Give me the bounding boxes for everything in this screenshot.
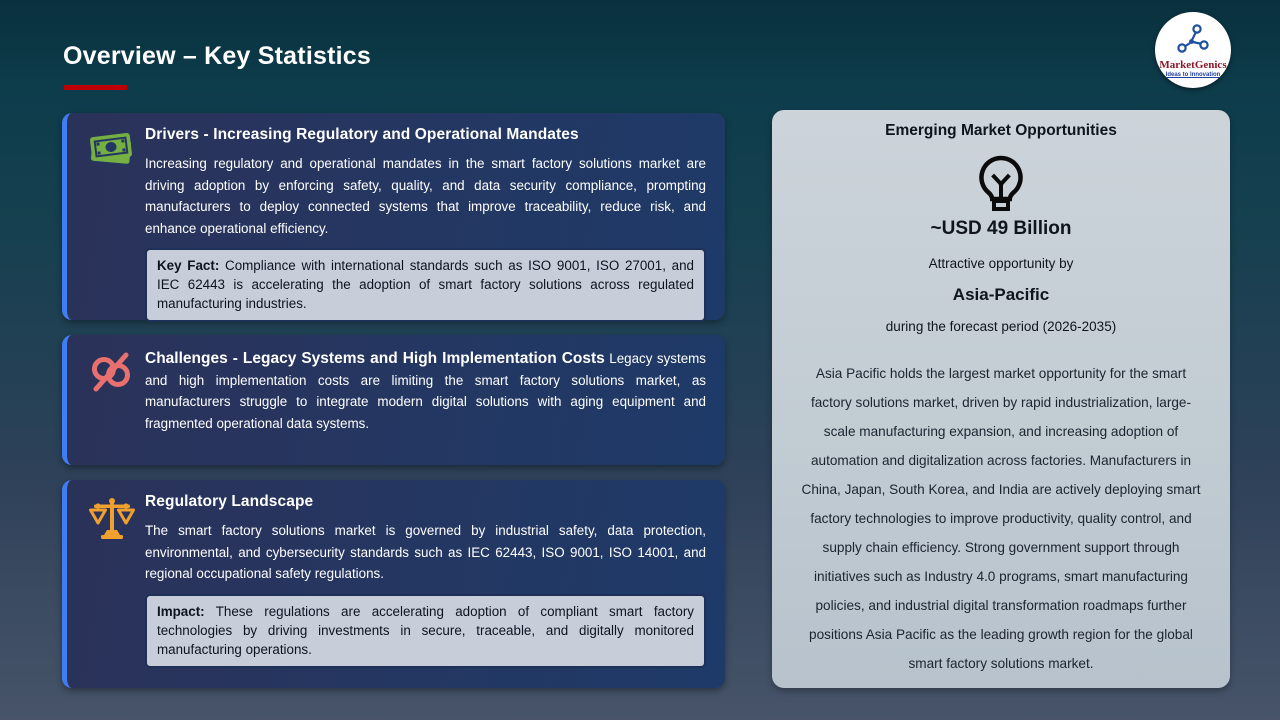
drivers-card (62, 113, 725, 320)
regulatory-body: The smart factory solutions market is governed by industrial safety, data protection, environmental, and cybersecurity standards such as IEC 62443, ISO 9001, ISO 14001, and regional occupational safety regulations. (145, 523, 706, 581)
logo-tagline: Ideas to Innovation (1165, 71, 1221, 78)
key-fact-label: Key Fact: (157, 258, 220, 273)
network-molecule-icon (1176, 23, 1210, 58)
opportunity-subtitle: Attractive opportunity by (928, 256, 1074, 271)
page-title: Overview – Key Statistics (63, 42, 371, 70)
opportunity-description: Asia Pacific holds the largest market opportunity for the smart factory solutions market, driven by rapid industrialization, large-scale manufacturing expansion, and increasing adoption of automation and digitalization across factories. Manufacturers in China, Japan, South Korea, and India are actively deploying smart factory technologies to improve productivity, quality control, and supply chain efficiency. Strong government support through initiatives such as Industry 4.0 programs, smart manufacturing policies, and industrial digital transformation roadmaps further positions Asia Pacific as the leading growth region for the global smart factory solutions market. (801, 366, 1201, 671)
justice-scales-icon (87, 493, 135, 543)
key-fact-text: Compliance with international standards such as ISO 9001, ISO 27001, and IEC 62443 is accelerating the adoption of smart factory solutions across regulated manufacturing industries. (157, 258, 694, 311)
challenges-title: Challenges - Legacy Systems and High Implementation Costs (145, 350, 605, 367)
challenges-card (62, 335, 725, 465)
opportunity-value: ~USD 49 Billion (930, 218, 1072, 239)
challenges-body: Legacy systems and high implementation costs are limiting the smart factory solutions market, as manufacturers struggle to integrate modern digital solutions with aging equipment and fragmented operational data systems. (145, 351, 706, 431)
impact-box (145, 594, 706, 668)
regulatory-card (62, 480, 725, 688)
opportunity-period: during the forecast period (2026-2035) (885, 319, 1117, 334)
lightbulb-icon (772, 153, 1230, 215)
marketgenics-logo (1155, 12, 1231, 88)
opportunity-panel (772, 110, 1230, 688)
opportunity-region: Asia-Pacific (952, 285, 1050, 304)
opportunity-panel-title: Emerging Market Opportunities (885, 122, 1117, 139)
regulatory-title: Regulatory Landscape (145, 493, 314, 510)
impact-label: Impact: (157, 603, 205, 619)
broken-link-icon (87, 348, 135, 398)
key-fact-box (145, 248, 706, 322)
drivers-body: Increasing regulatory and operational mandates in the smart factory solutions market are driving adoption by enforcing safety, quality, and data security compliance, prompting manufacturers to deploy connected systems that improve traceability, reduce risk, and enhance operational efficiency. (145, 156, 706, 236)
logo-name: MarketGenics (1159, 58, 1227, 71)
title-underline-accent (64, 85, 127, 90)
challenges-paragraph (145, 348, 706, 434)
drivers-title: Drivers - Increasing Regulatory and Operational Mandates (145, 126, 579, 143)
impact-text: These regulations are accelerating adoption of compliant smart factory technologies by driving investments in secure, traceable, and digitally monitored manufacturing operations. (157, 603, 695, 657)
money-banknote-icon (87, 126, 135, 176)
